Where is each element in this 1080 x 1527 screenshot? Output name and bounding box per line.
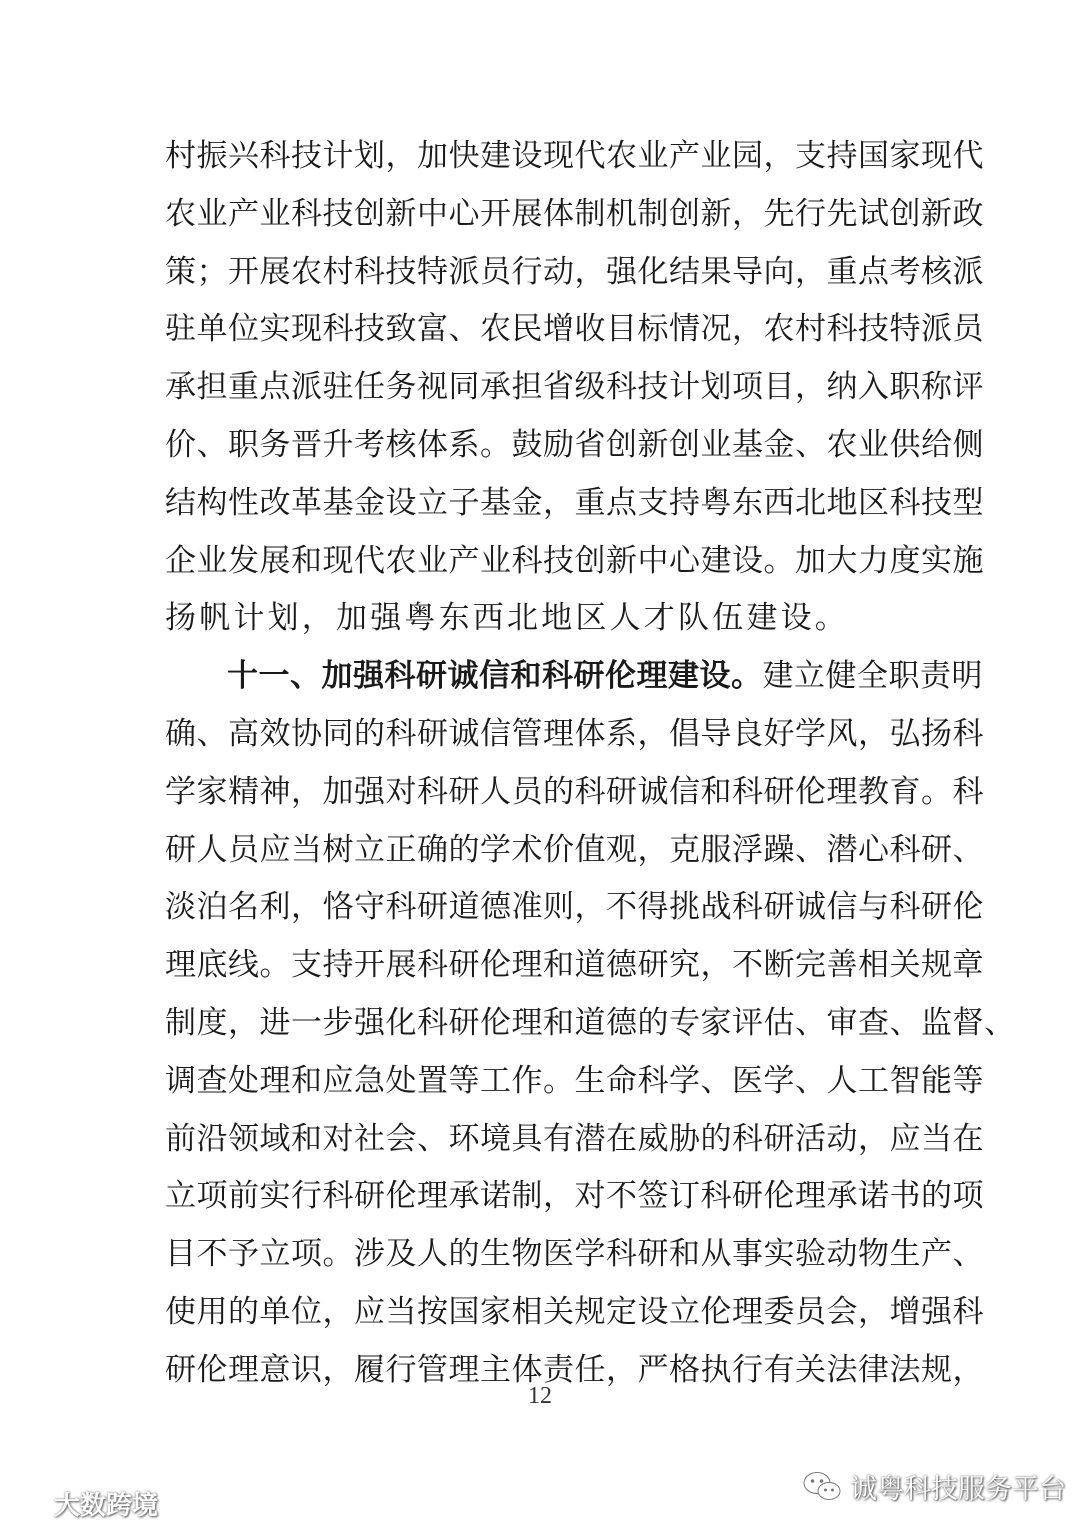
text-line: 学家精神，加强对科研人员的科研诚信和科研伦理教育。科 — [165, 773, 984, 810]
text-line: 使用的单位，应当按国家相关规定设立伦理委员会，增强科 — [165, 1293, 984, 1330]
watermark-left-text: 大数跨境 — [54, 1490, 159, 1521]
watermark-right-text: 诚粤科技服务平台 — [850, 1473, 1066, 1505]
text-line: 农业产业科技创新中心开展体制机制创新，先行先试创新政 — [165, 195, 984, 232]
wechat-icon — [802, 1470, 842, 1502]
text-line: 价、职务晋升考核体系。鼓励省创新创业基金、农业供给侧 — [165, 426, 984, 463]
text-line: 研伦理意识，履行管理主体责任，严格执行有关法律法规， — [165, 1351, 984, 1388]
watermark-right — [802, 1466, 1066, 1506]
text-line: 驻单位实现科技致富、农民增收目标情况，农村科技特派员 — [165, 311, 984, 348]
text-line: 制度，进一步强化科研伦理和道德的专家评估、审查、监督、 — [165, 1004, 1016, 1041]
text-line: 村振兴科技计划，加快建设现代农业产业园，支持国家现代 — [165, 138, 984, 174]
text-line: 理底线。支持开展科研伦理和道德研究，不断完善相关规章 — [165, 947, 984, 984]
weibo-icon — [12, 1490, 48, 1516]
section-first-line — [165, 648, 983, 706]
page-number: 12 — [528, 1383, 552, 1409]
text-line: 前沿领域和对社会、环境具有潜在威胁的科研活动，应当在 — [165, 1120, 984, 1157]
section-first-line-text: 建立健全职责明 — [762, 658, 983, 695]
text-line: 确、高效协同的科研诚信管理体系，倡导良好学风，弘扬科 — [165, 715, 984, 752]
text-line: 结构性改革基金设立子基金，重点支持粤东西北地区科技型 — [165, 484, 984, 521]
section-heading: 十一、加强科研诚信和科研伦理建设。 — [227, 658, 763, 695]
text-line: 企业发展和现代农业产业科技创新中心建设。加大力度实施 — [165, 542, 984, 579]
text-line: 扬帆计划，加强粤东西北地区人才队伍建设。 — [165, 600, 849, 637]
text-line: 研人员应当树立正确的学术价值观，克服浮躁、潜心科研、 — [165, 831, 984, 868]
watermark-left — [12, 1486, 158, 1520]
text-line: 策；开展农村科技特派员行动，强化结果导向，重点考核派 — [165, 253, 984, 290]
document-body — [165, 128, 1016, 1400]
text-line: 淡泊名利，恪守科研道德准则，不得挑战科研诚信与科研伦 — [165, 889, 984, 926]
text-line: 立项前实行科研伦理承诺制，对不签订科研伦理承诺书的项 — [165, 1178, 984, 1215]
text-line: 目不予立项。涉及人的生物医学科研和从事实验动物生产、 — [165, 1236, 984, 1273]
text-line: 调查处理和应急处置等工作。生命科学、医学、人工智能等 — [165, 1062, 984, 1099]
text-line: 承担重点派驻任务视同承担省级科技计划项目，纳入职称评 — [165, 369, 984, 406]
